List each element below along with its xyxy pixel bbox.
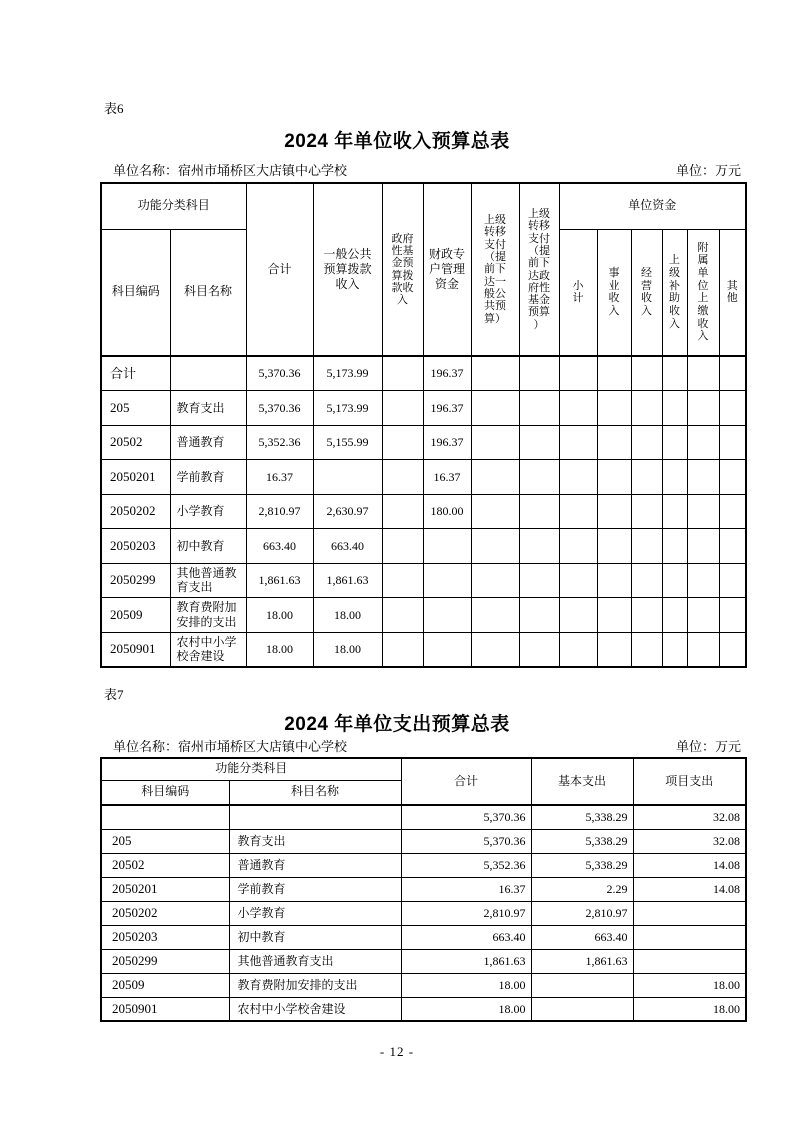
column-header-subtotal (559, 229, 597, 356)
income-table-header (101, 183, 746, 356)
table-cell: 20502 (101, 853, 229, 877)
table-cell: 18.00 (313, 598, 382, 633)
column-header-label: 政府性基金预算拨款收入 (391, 232, 414, 307)
table-cell (719, 632, 746, 667)
column-header-label: 功能分类科目 (215, 761, 288, 776)
table-cell (313, 460, 382, 495)
table-cell: 初中教育 (229, 925, 401, 949)
table-row (101, 460, 746, 495)
table-cell: 5,338.29 (531, 805, 633, 829)
table-row (101, 829, 746, 853)
table-cell: 教育费附加安排的支出 (229, 973, 401, 997)
table-row (101, 901, 746, 925)
table-row (101, 425, 746, 460)
table-cell: 16.37 (401, 877, 531, 901)
table-cell: 663.40 (246, 529, 313, 564)
column-header-transfer-general (471, 183, 519, 356)
column-header-superior-subsidy (662, 229, 687, 356)
table-cell (471, 460, 519, 495)
column-header-label: 上级补助收入 (669, 254, 681, 330)
column-header-gov-fund (382, 183, 423, 356)
table-cell (471, 598, 519, 633)
table-cell (559, 494, 597, 529)
table-cell (631, 563, 662, 598)
column-header-operating-income (631, 229, 662, 356)
table-cell: 663.40 (531, 925, 633, 949)
table-cell: 1,861.63 (531, 949, 633, 973)
table-cell: 663.40 (313, 529, 382, 564)
table-row (101, 997, 746, 1021)
table-cell: 其他普通教育支出 (170, 563, 246, 598)
table-cell (531, 973, 633, 997)
table-row (101, 877, 746, 901)
column-header-label: 小计 (572, 279, 584, 305)
table-cell: 5,370.36 (246, 356, 313, 391)
table-cell: 18.00 (401, 997, 531, 1021)
table-cell (519, 529, 559, 564)
table-cell: 5,352.36 (246, 425, 313, 460)
table-cell: 196.37 (423, 425, 471, 460)
table-cell (382, 598, 423, 633)
table-cell: 16.37 (246, 460, 313, 495)
table-cell (687, 632, 719, 667)
table-cell (662, 391, 687, 426)
table-cell (471, 529, 519, 564)
table-cell: 5,173.99 (313, 391, 382, 426)
table-cell: 32.08 (633, 805, 746, 829)
table-cell: 2050201 (101, 460, 170, 495)
table-cell: 1,861.63 (246, 563, 313, 598)
table-cell (631, 356, 662, 391)
table7-meta (113, 736, 741, 755)
table-cell: 2.29 (531, 877, 633, 901)
column-header-other (719, 229, 746, 356)
table-cell: 2050901 (101, 632, 170, 667)
table-cell: 小学教育 (170, 494, 246, 529)
column-header-transfer-gov-fund (519, 183, 559, 356)
table-cell: 18.00 (401, 973, 531, 997)
table-cell (423, 529, 471, 564)
table-cell (559, 356, 597, 391)
table-cell: 2,810.97 (531, 901, 633, 925)
table-cell (687, 356, 719, 391)
table-cell: 2,810.97 (401, 901, 531, 925)
column-header-fiscal-account (423, 183, 471, 356)
table-cell (471, 356, 519, 391)
table-cell (631, 391, 662, 426)
table-cell: 5,155.99 (313, 425, 382, 460)
table-cell: 196.37 (423, 356, 471, 391)
table-cell (382, 356, 423, 391)
table-cell: 205 (101, 829, 229, 853)
table-cell (101, 805, 229, 829)
table-cell (687, 425, 719, 460)
column-header-label: 合计 (267, 261, 292, 276)
column-header-basic-expenditure (531, 758, 633, 805)
table-cell: 其他普通教育支出 (229, 949, 401, 973)
table-cell (471, 494, 519, 529)
table-cell (633, 925, 746, 949)
table-cell: 普通教育 (229, 853, 401, 877)
column-header-general-budget (313, 183, 382, 356)
column-header-label: 其他 (726, 279, 738, 305)
table-cell (662, 460, 687, 495)
table-cell (687, 460, 719, 495)
table-cell (519, 356, 559, 391)
table-cell: 农村中小学校舍建设 (229, 997, 401, 1021)
column-header-func-group (101, 183, 246, 229)
table-cell: 教育费附加安排的支出 (170, 598, 246, 633)
expenditure-table-header (101, 758, 746, 805)
table-cell (519, 632, 559, 667)
table-cell: 教育支出 (170, 391, 246, 426)
table-cell (519, 391, 559, 426)
table-cell: 2050299 (101, 563, 170, 598)
table-cell (719, 529, 746, 564)
table-cell: 5,338.29 (531, 853, 633, 877)
table-cell: 2050201 (101, 877, 229, 901)
table-cell (687, 529, 719, 564)
table-cell (559, 632, 597, 667)
table-cell (719, 391, 746, 426)
column-header-label: 经营收入 (641, 266, 653, 317)
table-cell (423, 598, 471, 633)
table-cell: 18.00 (633, 997, 746, 1021)
table-cell (719, 598, 746, 633)
table-row (101, 391, 746, 426)
table-cell (229, 805, 401, 829)
table-cell (519, 460, 559, 495)
table6-unit: 单位：万元 (675, 163, 741, 178)
column-header-name (170, 229, 246, 356)
table-cell: 合计 (101, 356, 170, 391)
column-header-label: 科目编码 (111, 284, 160, 299)
table-cell (382, 529, 423, 564)
table-cell (597, 598, 631, 633)
table-cell (170, 356, 246, 391)
table-cell (559, 425, 597, 460)
table-cell (719, 494, 746, 529)
table-cell: 20502 (101, 425, 170, 460)
table-cell (633, 901, 746, 925)
table-cell: 20509 (101, 598, 170, 633)
table-cell (382, 632, 423, 667)
column-header-label: 基本支出 (558, 773, 607, 788)
table-cell (519, 563, 559, 598)
table-cell (519, 598, 559, 633)
table-cell (519, 425, 559, 460)
table-row (101, 529, 746, 564)
table-cell (631, 460, 662, 495)
table-cell (719, 460, 746, 495)
table-cell (531, 997, 633, 1021)
table-cell: 2050203 (101, 925, 229, 949)
table-cell: 2050901 (101, 997, 229, 1021)
column-header-name (229, 780, 401, 805)
table-cell (662, 563, 687, 598)
table-cell (597, 632, 631, 667)
table-cell (631, 425, 662, 460)
table7-label: 表7 (104, 687, 124, 702)
header-row (101, 183, 746, 229)
table-cell (382, 494, 423, 529)
table-cell (519, 494, 559, 529)
table-cell: 16.37 (423, 460, 471, 495)
table6-title: 2024 年单位收入预算总表 (284, 131, 510, 152)
column-header-total (401, 758, 531, 805)
table-cell (559, 529, 597, 564)
table-cell: 18.00 (246, 598, 313, 633)
table-cell: 5,370.36 (401, 829, 531, 853)
column-header-project-expenditure (633, 758, 746, 805)
column-header-label: 科目名称 (291, 784, 340, 799)
table-cell (719, 356, 746, 391)
table-cell (597, 529, 631, 564)
table-cell: 5,352.36 (401, 853, 531, 877)
table-cell: 18.00 (246, 632, 313, 667)
table-cell (471, 425, 519, 460)
column-header-label: 科目名称 (184, 284, 233, 299)
column-header-total (246, 183, 313, 356)
table-cell: 20509 (101, 973, 229, 997)
header-row (101, 758, 746, 780)
table-row (101, 925, 746, 949)
table7-title: 2024 年单位支出预算总表 (284, 714, 510, 735)
column-header-business-income (597, 229, 631, 356)
table-cell (719, 563, 746, 598)
table-cell: 2050202 (101, 901, 229, 925)
table-cell: 农村中小学校舍建设 (170, 632, 246, 667)
table-cell: 初中教育 (170, 529, 246, 564)
table-cell (382, 563, 423, 598)
table-cell: 205 (101, 391, 170, 426)
table-cell (631, 529, 662, 564)
table-row (101, 805, 746, 829)
table-cell: 663.40 (401, 925, 531, 949)
column-header-label: 一般公共预算拨款收入 (323, 247, 372, 291)
table-cell: 32.08 (633, 829, 746, 853)
table6-label: 表6 (104, 101, 124, 116)
table-cell (471, 632, 519, 667)
column-header-unit-funds (559, 183, 746, 229)
table-cell (559, 563, 597, 598)
table-cell: 18.00 (633, 973, 746, 997)
column-header-code (101, 229, 170, 356)
column-header-label: 单位资金 (628, 198, 677, 213)
table-row (101, 853, 746, 877)
column-header-func-group (101, 758, 401, 780)
page-number: - 12 - (379, 1044, 415, 1059)
table-cell (559, 391, 597, 426)
table-row (101, 494, 746, 529)
column-header-code (101, 780, 229, 805)
table-cell: 教育支出 (229, 829, 401, 853)
table-cell (597, 563, 631, 598)
column-header-label: 项目支出 (665, 773, 714, 788)
table-cell: 5,173.99 (313, 356, 382, 391)
table-cell (631, 598, 662, 633)
table-cell (382, 460, 423, 495)
table-row (101, 356, 746, 391)
table-cell (719, 425, 746, 460)
column-header-affiliated-remit (687, 229, 719, 356)
table-cell (382, 425, 423, 460)
table-row (101, 973, 746, 997)
table-cell (633, 949, 746, 973)
table-cell (687, 391, 719, 426)
column-header-label: 附属单位上缴收入 (697, 241, 709, 343)
table-cell (471, 391, 519, 426)
table-cell (687, 494, 719, 529)
table-cell (471, 563, 519, 598)
table-cell (597, 494, 631, 529)
table-cell: 2050203 (101, 529, 170, 564)
column-header-label: 上级转移支付（提前下达政府性基金预算） (528, 207, 551, 331)
table-cell: 1,861.63 (313, 563, 382, 598)
table-cell: 2050299 (101, 949, 229, 973)
table-cell: 18.00 (313, 632, 382, 667)
table-cell (597, 460, 631, 495)
table-cell (662, 598, 687, 633)
table-cell: 5,370.36 (401, 805, 531, 829)
table-cell: 14.08 (633, 877, 746, 901)
table-cell (687, 598, 719, 633)
table-row (101, 949, 746, 973)
table-cell (631, 632, 662, 667)
table-cell: 5,370.36 (246, 391, 313, 426)
table-cell: 196.37 (423, 391, 471, 426)
column-header-label: 上级转移支付（提前下达一般公共预算） (484, 214, 507, 325)
table-cell: 普通教育 (170, 425, 246, 460)
expenditure-budget-table (100, 757, 747, 1022)
table-cell: 2,630.97 (313, 494, 382, 529)
table-cell: 1,861.63 (401, 949, 531, 973)
column-header-label: 科目编码 (141, 784, 190, 799)
table-cell (662, 425, 687, 460)
table-cell: 14.08 (633, 853, 746, 877)
table-cell (423, 563, 471, 598)
table-cell (597, 391, 631, 426)
column-header-label: 事业收入 (608, 266, 620, 317)
table-row (101, 632, 746, 667)
table-cell (559, 460, 597, 495)
column-header-label: 功能分类科目 (137, 198, 210, 213)
column-header-label: 合计 (454, 773, 479, 788)
table-cell (423, 632, 471, 667)
table-cell (631, 494, 662, 529)
table-cell: 学前教育 (229, 877, 401, 901)
table-cell (597, 425, 631, 460)
table-cell (382, 391, 423, 426)
table-cell (559, 598, 597, 633)
table-cell (597, 356, 631, 391)
table-cell (687, 563, 719, 598)
table-cell (662, 494, 687, 529)
table-cell: 2,810.97 (246, 494, 313, 529)
table-cell: 5,338.29 (531, 829, 633, 853)
table-cell: 2050202 (101, 494, 170, 529)
table-cell: 学前教育 (170, 460, 246, 495)
table-cell (662, 529, 687, 564)
table-row (101, 563, 746, 598)
column-header-label: 财政专户管理资金 (429, 247, 466, 291)
table-cell: 180.00 (423, 494, 471, 529)
income-budget-table (100, 182, 747, 668)
table-cell (662, 632, 687, 667)
table-row (101, 598, 746, 633)
table-cell (662, 356, 687, 391)
table6-meta (113, 160, 741, 179)
table7-unit: 单位：万元 (675, 739, 741, 754)
table6-unit-name: 单位名称：宿州市埇桥区大店镇中心学校 (113, 163, 348, 178)
table-cell: 小学教育 (229, 901, 401, 925)
table7-unit-name: 单位名称：宿州市埇桥区大店镇中心学校 (113, 739, 348, 754)
